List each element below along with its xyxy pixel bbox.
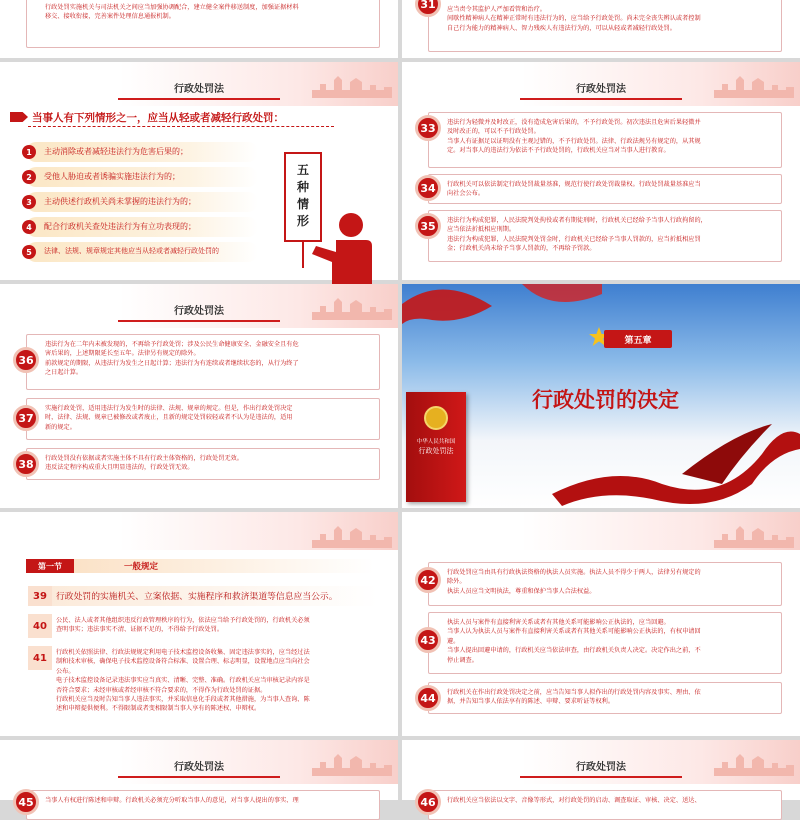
text-line: 违法行为构成犯罪，人民法院判处拘役或者有期徒刑时，行政机关已经给予当事人行政拘留的， (447, 217, 707, 224)
item-number: 5 (22, 245, 36, 259)
header-underline (118, 320, 280, 322)
text-line: 当事人有证据足以证明没有主观过错的，不予行政处罚。法律、行政法规另有规定的，从其规 (447, 137, 701, 145)
article-text (447, 618, 775, 665)
header-underline (118, 98, 280, 100)
slide-header-title: 行政处罚法 (576, 84, 626, 95)
slide-header (0, 284, 398, 328)
article-box (420, 174, 782, 204)
article-number: 35 (415, 213, 441, 239)
text-line: 害后果的，上述期限延长至五年。法律另有规定的除外。 (45, 350, 200, 358)
article-number: 38 (13, 451, 39, 477)
list-item (26, 192, 258, 212)
book-cover-title (406, 438, 466, 456)
slide-header (0, 62, 398, 106)
board-char: 形 (296, 214, 309, 228)
text-line: 前款规定的期限，从违法行为发生之日起计算；违法行为有连续或者继续状态的，从行为终了 (45, 359, 299, 367)
slide-header (402, 740, 800, 784)
chapter-title: 行政处罚的决定 (532, 388, 679, 412)
book-title-line: 中华人民共和国 (416, 439, 456, 445)
article-text (45, 454, 373, 473)
text-line: 向社会公布。 (447, 190, 485, 198)
section-label: 第一节 (26, 559, 74, 573)
article-text: 行政机关应当依法以文字、音像等形式，对行政处罚的启动、调查取证、审核、决定、送达、 (447, 797, 701, 804)
article-text (56, 648, 372, 714)
article-text (56, 616, 372, 635)
article-box (420, 790, 782, 820)
article-box (420, 112, 782, 168)
article-text (447, 216, 775, 254)
item-number: 4 (22, 220, 36, 234)
text-line: 行政机关应当及时告知当事人违法事实，并采取信息化手段或者其他措施，为当事人查询、陈 (56, 696, 310, 704)
text-line: 自己行为能力的精神病人、智力残疾人有违法行为的，可以从轻或者减轻行政处罚。 (447, 24, 676, 32)
item-text: 主动供述行政机关尚未掌握的违法行为的； (44, 197, 196, 206)
board-char: 情 (296, 197, 309, 211)
list-item (26, 167, 258, 187)
slide-header-title: 行政处罚法 (174, 84, 224, 95)
cityscape-icon (312, 520, 392, 548)
article-box (420, 682, 782, 714)
article-text (45, 340, 373, 378)
slide-thumbnail-5[interactable] (0, 284, 398, 508)
text-line: 之日起计算。 (45, 369, 83, 377)
national-emblem-icon (424, 406, 448, 430)
article-row (28, 586, 378, 606)
article-number: 39 (28, 586, 52, 606)
text-line: 行政机关在作出行政处罚决定之前，应当告知当事人拟作出的行政处罚内容及事实、理由、依 (447, 689, 701, 696)
text-line: 制和技术审核，确保电子技术监控设备符合标准、设置合理、标志明显，设置地点应当向社会 (56, 658, 310, 666)
slide-header-title: 行政处罚法 (576, 762, 626, 773)
text-line: 停止调查。 (447, 656, 478, 664)
text-line: 当事人认为执法人员与案件有直接利害关系或者有其他关系可能影响公正执法的，有权申请回 (447, 628, 701, 636)
text-line: 公布。 (56, 667, 75, 675)
section-heading: 当事人有下列情形之一，应当从轻或者减轻行政处罚： (32, 112, 284, 124)
text-line: 述和申辩提供便利。不得限制或者变相限制当事人享有的陈述权、申辩权。 (56, 705, 261, 713)
board-char: 种 (296, 180, 309, 194)
article-number: 44 (415, 685, 441, 711)
article-text (447, 568, 775, 596)
cityscape-icon (312, 70, 392, 98)
header-underline (118, 776, 280, 778)
text-line: 避。 (447, 637, 460, 645)
slide-header-title: 行政处罚法 (174, 306, 224, 317)
section-bar (74, 559, 374, 573)
text-line: 执法人员应当文明执法，尊重和保护当事人合法权益。 (447, 587, 596, 595)
article-number: 37 (13, 405, 39, 431)
article-box (420, 210, 782, 262)
article-row (28, 646, 378, 732)
item-number: 3 (22, 195, 36, 209)
text-line: 新的规定。 (45, 423, 76, 431)
text-line: 行政处罚应当由具有行政执法资格的执法人员实施。执法人员不得少于两人，法律另有规定的 (447, 569, 701, 576)
article-text (45, 3, 373, 22)
cityscape-icon (714, 748, 794, 776)
item-text: 主动消除或者减轻违法行为危害后果的； (44, 147, 188, 156)
cityscape-icon (714, 70, 794, 98)
article-box (420, 0, 782, 52)
law-book (406, 392, 466, 502)
article-box (18, 448, 380, 480)
article-text (45, 404, 373, 432)
slide-thumbnail-8[interactable] (402, 512, 800, 736)
list-item (26, 217, 258, 237)
text-line: 及时改正的，可以不予行政处罚。 (447, 128, 540, 136)
article-box (420, 612, 782, 674)
section-title: 一般规定 (124, 562, 159, 572)
article-number: 36 (13, 347, 39, 373)
text-line: 应当依法折抵相应刑期。 (447, 226, 516, 234)
book-title-line: 行政处罚法 (418, 447, 454, 455)
slide-thumbnail-1[interactable] (0, 0, 398, 58)
article-number: 42 (415, 567, 441, 593)
slide-thumbnail-7[interactable] (0, 512, 398, 736)
text-line: 当事人提出回避申请的，行政机关应当依法审查，由行政机关负责人决定。决定作出之前，不 (447, 647, 701, 655)
text-line: 电子技术监控设备记录违法事实应当真实、清晰、完整、准确。行政机关应当审核记录内容是 (56, 677, 310, 685)
item-text: 受他人胁迫或者诱骗实施违法行为的； (44, 172, 180, 181)
board-char: 五 (296, 163, 309, 177)
chapter-badge: 第五章 (604, 330, 672, 348)
text-line: 除外。 (447, 578, 466, 586)
item-number: 1 (22, 145, 36, 159)
text-line: 违反法定程序构成重大且明显违法的，行政处罚无效。 (45, 464, 194, 472)
article-text: 行政处罚的实施机关、立案依据、实施程序和救济渠道等信息应当公示。 (56, 592, 338, 602)
slide-thumbnail-4[interactable] (402, 62, 800, 280)
cityscape-icon (312, 292, 392, 320)
slide-thumbnail-10[interactable] (402, 740, 800, 809)
slide-thumbnail-2[interactable] (402, 0, 800, 58)
text-line: 公民、法人或者其他组织违反行政管理秩序的行为，依法应当给予行政处罚的，行政机关必须 (56, 617, 310, 624)
text-line: 时，法律、法规、规章已被修改或者废止，且新的规定处罚较轻或者不认为是违法的，适用 (45, 414, 293, 422)
text-line: 查明事实；违法事实不清、证据不足的，不得给予行政处罚。 (56, 626, 224, 634)
cityscape-icon (714, 520, 794, 548)
text-line: 违法行为轻微并及时改正，没有造成危害后果的，不予行政处罚。初次违法且危害后果轻微并 (447, 119, 701, 126)
article-number: 34 (415, 175, 441, 201)
article-text: 当事人有权进行陈述和申辩。行政机关必须充分听取当事人的意见，对当事人提出的事实、理 (45, 797, 299, 804)
article-box (18, 334, 380, 390)
item-number: 2 (22, 170, 36, 184)
article-text (447, 5, 775, 33)
article-number: 40 (28, 614, 52, 638)
text-line: 间歇性精神病人在精神正常时有违法行为的，应当给予行政处罚。尚未完全丧失辨认或者控制 (447, 15, 701, 23)
article-text (447, 688, 775, 707)
article-number: 45 (13, 789, 39, 815)
article-number: 43 (415, 627, 441, 653)
text-line: 行政机关可以依法制定行政处罚裁量基准，规范行使行政处罚裁量权。行政处罚裁量基准应当 (447, 181, 701, 188)
text-line: 移交、接收衔接，完善案件处理信息通报机制。 (45, 13, 175, 21)
article-box (18, 398, 380, 440)
text-line: 定。对当事人的违法行为依法不予行政处罚的，行政机关应当对当事人进行教育。 (447, 147, 670, 155)
header-underline (520, 98, 682, 100)
article-number: 46 (415, 789, 441, 815)
item-text: 配合行政机关查处违法行为有立功表现的； (44, 222, 196, 231)
board-pole (302, 242, 304, 268)
slide-header (0, 740, 398, 784)
text-line: 实施行政处罚，适用违法行为发生时的法律、法规、规章的规定。但是，作出行政处罚决定 (45, 405, 293, 412)
pointing-hand-icon (10, 112, 28, 122)
slide-header-title: 行政处罚法 (174, 762, 224, 773)
slide-thumbnail-6[interactable] (402, 284, 800, 508)
article-number: 33 (415, 115, 441, 141)
article-row (28, 614, 378, 638)
article-box (18, 790, 380, 820)
text-line: 执法人员与案件有直接利害关系或者有其他关系可能影响公正执法的，应当回避。 (447, 619, 670, 626)
article-text (447, 118, 775, 156)
slide-header (402, 512, 800, 550)
dashed-divider (28, 126, 334, 127)
slide-thumbnail-3[interactable] (0, 62, 398, 280)
cityscape-icon (312, 748, 392, 776)
article-number: 31 (415, 0, 441, 17)
text-line: 应当责令其监护人严加看管和治疗。 (447, 6, 546, 13)
article-box (420, 562, 782, 606)
sign-board (284, 152, 322, 242)
text-line: 据，并告知当事人依法享有的陈述、申辩、要求听证等权利。 (447, 698, 615, 706)
board-text (286, 162, 320, 230)
list-item (26, 142, 258, 162)
slide-header (402, 62, 800, 106)
slide-header (0, 512, 398, 550)
text-line: 行政处罚没有依据或者实施主体不具有行政主体资格的，行政处罚无效。 (45, 455, 243, 462)
article-text (447, 180, 775, 199)
text-line: 行政机关依照法律、行政法规规定利用电子技术监控设备收集、固定违法事实的，应当经过法 (56, 649, 310, 656)
list-item (26, 242, 258, 262)
text-line: 违法行为在二年内未被发现的，不再给予行政处罚；涉及公民生命健康安全、金融安全且有危 (45, 341, 299, 348)
text-line: 违法行为构成犯罪，人民法院判处罚金时，行政机关已经给予当事人罚款的，应当折抵相应罚 (447, 235, 701, 243)
item-text: 法律、法规、规章规定其他应当从轻或者减轻行政处罚的 (44, 247, 219, 255)
text-line: 否符合要求；未经审核或者经审核不符合要求的，不得作为行政处罚的证据。 (56, 686, 267, 694)
slide-thumbnail-9[interactable] (0, 740, 398, 809)
text-line: 金；行政机关尚未给予当事人罚款的，不再给予罚款。 (447, 245, 596, 253)
article-box (26, 0, 380, 48)
article-number: 41 (28, 646, 52, 670)
text-line: 行政处罚实施机关与司法机关之间应当加强协调配合，建立健全案件移送制度，加强证据材料 (45, 4, 299, 11)
header-underline (520, 776, 682, 778)
